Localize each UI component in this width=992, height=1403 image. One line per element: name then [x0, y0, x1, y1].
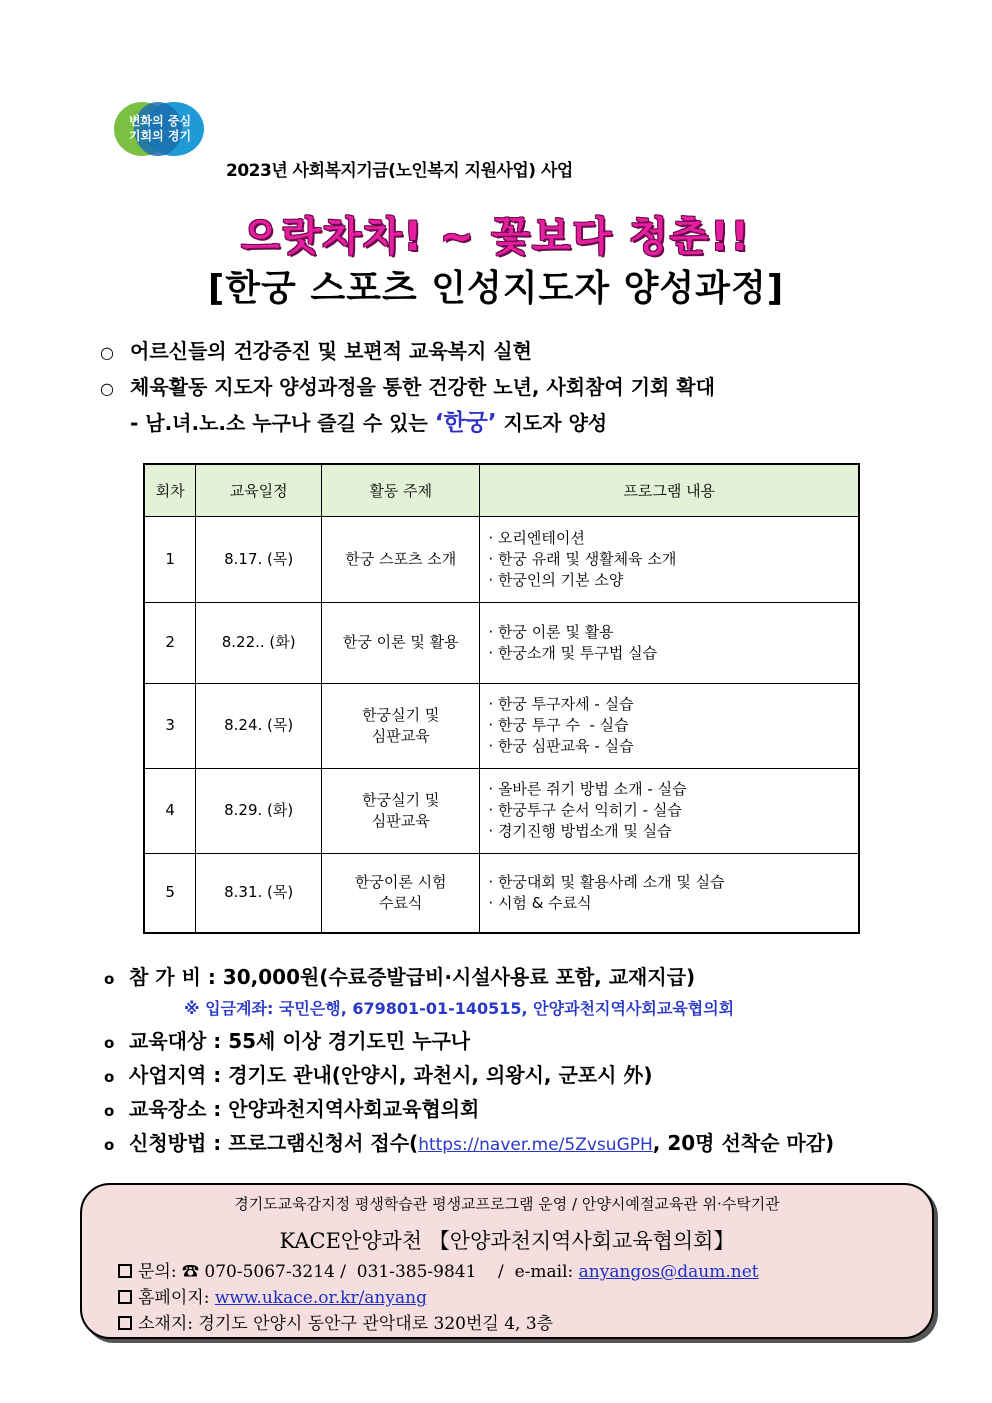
apply-prefix: 신청방법 : 프로그램신청서 접수(	[129, 1131, 419, 1155]
content-item: · 한궁투구 순서 익히기 - 실습	[488, 801, 682, 819]
homepage-label: 홈페이지:	[138, 1288, 215, 1308]
fee-row	[104, 962, 834, 996]
session-number: 4	[144, 768, 196, 853]
content-item: · 경기진행 방법소개 및 실습	[488, 822, 672, 840]
area-row	[104, 1060, 834, 1094]
apply-row	[104, 1128, 834, 1162]
content-item: · 시험 & 수료식	[488, 893, 592, 912]
place-text: 교육장소 : 안양과천지역사회교육협의회	[129, 1097, 480, 1121]
session-date: 8.22.. (화)	[196, 602, 322, 683]
bullet-icon: o	[104, 1135, 115, 1154]
slogan-title: 으랏차차! ~ 꽃보다 청춘!!	[241, 214, 751, 260]
session-topic	[322, 602, 480, 683]
table-row	[144, 768, 859, 853]
session-number: 3	[144, 683, 196, 768]
topic-line: 한궁 이론 및 활용	[342, 633, 459, 651]
homepage-row	[118, 1283, 427, 1308]
bullet-icon: o	[104, 969, 115, 988]
homepage-link[interactable]: www.ukace.or.kr/anyang	[214, 1288, 427, 1308]
info-section	[104, 962, 834, 1162]
target-text: 교육대상 : 55세 이상 경기도민 누구나	[129, 1029, 471, 1053]
gyeonggi-logo	[112, 100, 208, 158]
session-date: 8.17. (목)	[196, 516, 322, 602]
session-content	[480, 853, 859, 933]
intro-sub-bullet	[100, 408, 715, 444]
content-item: · 한궁 투구자세 - 실습	[488, 695, 634, 713]
session-number: 5	[144, 853, 196, 933]
session-content	[480, 683, 859, 768]
intro-bullet-text: 체육활동 지도자 양성과정을 통한 건강한 노년, 사회참여 기회 확대	[130, 375, 715, 399]
apply-link[interactable]: https://naver.me/5ZvsuGPH	[418, 1135, 653, 1155]
bullet-icon: o	[104, 1067, 115, 1086]
topic-line: 심판교육	[371, 811, 430, 830]
header-session: 회차	[144, 464, 196, 516]
intro-bullet-text: 어르신들의 건강증진 및 보편적 교육복지 실현	[130, 339, 532, 363]
footer-subtitle: 경기도교육감지정 평생학습관 평생교프로그램 운영 / 안양시예절교육관 위·수탁기관	[234, 1195, 780, 1213]
intro-bullet	[100, 336, 715, 372]
session-date: 8.31. (목)	[196, 853, 322, 933]
contact-box	[80, 1183, 934, 1339]
contact-text: 문의: ☎ 070-5067-3214 / 031-385-9841 / e-mail:	[138, 1262, 579, 1282]
session-content	[480, 602, 859, 683]
header-content: 프로그램 내용	[480, 464, 859, 516]
logo-line2: 기회의 경기	[128, 129, 192, 143]
topic-line: 한궁이론 시험	[354, 872, 447, 891]
content-item: · 올바른 쥐기 방법 소개 - 실습	[488, 780, 687, 798]
content-item: · 한궁대회 및 활용사례 소개 및 실습	[488, 872, 725, 891]
table-row	[144, 516, 859, 602]
checkbox-square-icon	[118, 1264, 132, 1278]
schedule-table	[143, 463, 860, 934]
address-row	[118, 1309, 553, 1334]
session-content	[480, 516, 859, 602]
content-item: · 한궁 유래 및 생활체육 소개	[488, 549, 677, 568]
session-number: 2	[144, 602, 196, 683]
content-item: · 한궁 심판교육 - 실습	[488, 737, 634, 755]
content-item: · 한궁소개 및 투구법 실습	[488, 643, 658, 662]
sub-suffix: 지도자 양성	[496, 411, 608, 435]
session-number: 1	[144, 516, 196, 602]
target-row	[104, 1026, 834, 1060]
content-item: · 한궁 이론 및 활용	[488, 622, 614, 641]
topic-line: 수료식	[378, 893, 423, 912]
header-date: 교육일정	[196, 464, 322, 516]
topic-line: 심판교육	[371, 726, 430, 745]
program-header: 2023년 사회복지기금(노인복지 지원사업) 사업	[226, 161, 573, 181]
session-topic	[322, 768, 480, 853]
header-topic: 활동 주제	[322, 464, 480, 516]
topic-line: 한궁 스포츠 소개	[345, 549, 457, 568]
fee-text: 참 가 비 : 30,000원(수료증발급비·시설사용료 포함, 교재지급)	[129, 965, 696, 989]
address-text: 소재지: 경기도 안양시 동안구 관악대로 320번길 4, 3층	[138, 1314, 554, 1334]
content-item: · 한궁인의 기본 소양	[488, 570, 624, 589]
table-header-row	[144, 464, 859, 516]
footer-org-name: KACE안양과천 【안양과천지역사회교육협의회】	[279, 1229, 735, 1253]
apply-suffix: , 20명 선착순 마감)	[652, 1131, 835, 1155]
session-topic	[322, 516, 480, 602]
content-item: · 오리엔테이션	[488, 528, 585, 547]
circle-bullet-icon: ○	[100, 342, 114, 362]
account-info: ※ 입금계좌: 국민은행, 679801-01-140515, 안양과천지역사회교육협의회	[184, 999, 735, 1018]
intro-bullets	[100, 336, 715, 444]
area-text: 사업지역 : 경기도 관내(안양시, 과천시, 의왕시, 군포시 外)	[129, 1063, 653, 1087]
intro-bullet	[100, 372, 715, 408]
table-row	[144, 683, 859, 768]
session-date: 8.29. (화)	[196, 768, 322, 853]
topic-line: 한궁실기 및	[362, 790, 440, 809]
session-topic	[322, 683, 480, 768]
session-topic	[322, 853, 480, 933]
checkbox-square-icon	[118, 1290, 132, 1304]
place-row	[104, 1094, 834, 1128]
course-title: [한궁 스포츠 인성지도자 양성과정]	[207, 268, 785, 309]
session-date: 8.24. (목)	[196, 683, 322, 768]
session-content	[480, 768, 859, 853]
hangung-highlight: ‘한궁’	[434, 410, 497, 436]
contact-row	[118, 1257, 759, 1282]
bullet-icon: o	[104, 1101, 115, 1120]
logo-line1: 변화의 중심	[128, 114, 192, 128]
content-item: · 한궁 투구 수 - 실습	[488, 716, 629, 734]
table-row	[144, 853, 859, 933]
circle-bullet-icon: ○	[100, 378, 114, 398]
email-link[interactable]: anyangos@daum.net	[578, 1262, 759, 1282]
sub-prefix: - 남.녀.노.소 누구나 즐길 수 있는	[130, 411, 435, 435]
checkbox-square-icon	[118, 1316, 132, 1330]
topic-line: 한궁실기 및	[362, 705, 440, 724]
table-row	[144, 602, 859, 683]
bullet-icon: o	[104, 1033, 115, 1052]
